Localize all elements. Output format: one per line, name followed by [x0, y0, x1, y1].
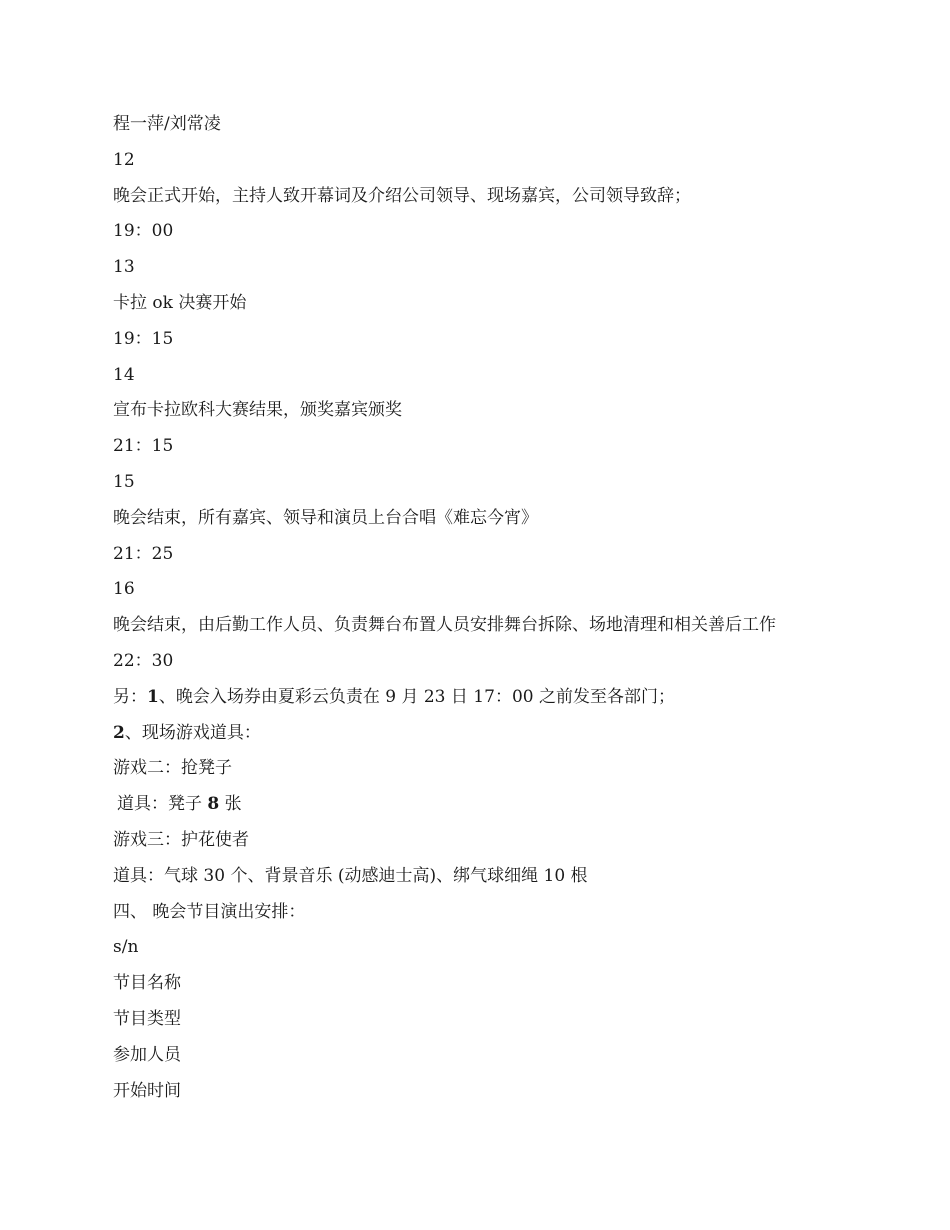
table-header-program-name: 节目名称	[113, 973, 181, 994]
item-16-description: 晚会结束，由后勤工作人员、负责舞台布置人员安排舞台拆除、场地清理和相关善后工作	[113, 615, 776, 636]
host-names: 程一萍/刘常凌	[113, 114, 221, 134]
item-15-description: 晚会结束，所有嘉宾、领导和演员上台合唱《难忘今宵》	[113, 507, 538, 528]
game-3-props: 道具：气球 30 个、背景音乐 (动感迪士高)、绑气球细绳 10 根	[113, 865, 588, 886]
note-2	[113, 721, 893, 757]
game-2-title: 游戏二：抢凳子	[113, 758, 232, 779]
note-2-number: 2	[113, 722, 125, 743]
item-number-14: 14	[113, 364, 135, 385]
table-header-program-type: 节目类型	[113, 1008, 181, 1029]
item-number-15: 15	[113, 471, 135, 492]
item-16-time: 22：30	[113, 650, 174, 671]
item-13-description: 卡拉 ok 决赛开始	[113, 292, 247, 313]
note-prefix: 另：	[113, 686, 147, 707]
game-2-props-prefix: 道具：凳子	[117, 794, 208, 815]
game-2-props	[113, 792, 893, 828]
note-1-number: 1	[147, 686, 159, 707]
game-2-props-number: 8	[207, 794, 220, 815]
item-number-12: 12	[113, 149, 135, 170]
item-15-time: 21：25	[113, 543, 174, 564]
note-1	[113, 685, 893, 721]
table-header-sn: s/n	[113, 937, 139, 958]
table-header-start-time: 开始时间	[113, 1080, 181, 1101]
section-4-title: 四、 晚会节目演出安排：	[113, 901, 306, 922]
table-header-participants: 参加人员	[113, 1044, 181, 1065]
item-13-time: 19：15	[113, 328, 174, 349]
game-2-props-suffix: 张	[219, 794, 242, 815]
item-14-time: 21：15	[113, 436, 174, 457]
document-body	[113, 112, 893, 1114]
item-14-description: 宣布卡拉欧科大赛结果，颁奖嘉宾颁奖	[113, 400, 402, 421]
note-2-text: 、现场游戏道具：	[124, 722, 261, 743]
item-number-13: 13	[113, 257, 135, 278]
item-number-16: 16	[113, 579, 135, 600]
game-3-title: 游戏三：护花使者	[113, 829, 249, 850]
item-12-description: 晚会正式开始，主持人致开幕词及介绍公司领导、现场嘉宾，公司领导致辞；	[113, 185, 691, 206]
note-1-text: 、晚会入场券由夏彩云负责在 9 月 23 日 17：00 之前发至各部门；	[158, 686, 675, 707]
item-12-time: 19：00	[113, 221, 174, 242]
